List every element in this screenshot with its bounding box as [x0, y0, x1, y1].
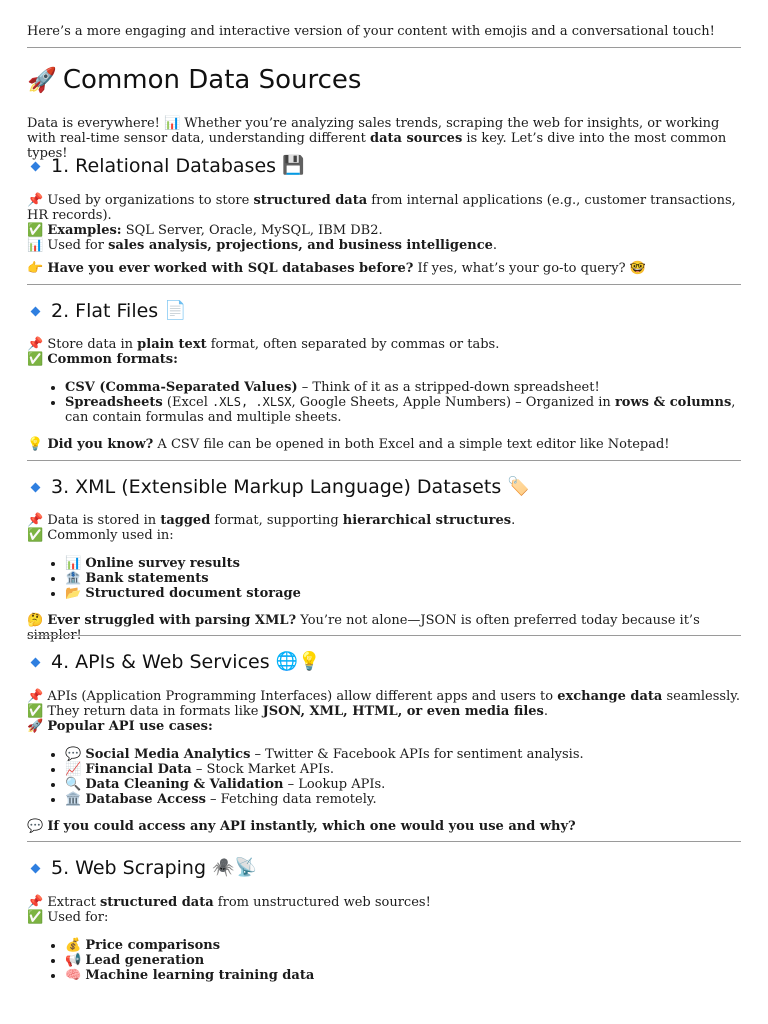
section-apis-web-services — [27, 650, 741, 834]
list-item: • 💬 Social Media Analytics – Twitter & Facebook APIs for sentiment analysis. — [65, 747, 741, 762]
list-item: • 📢 Lead generation — [65, 953, 741, 968]
section-relational-databases — [27, 154, 741, 276]
magnifier-icon: 🔍 — [65, 777, 82, 792]
document-icon: 📄 — [164, 300, 187, 321]
globe-lightbulb-icon: 🌐💡 — [275, 651, 321, 672]
section-heading: 3. XML (Extensible Markup Language) Datasets 🏷️ — [27, 475, 741, 499]
bar-chart-icon: 📊 — [65, 556, 82, 571]
question-paragraph: 👉 Have you ever worked with SQL databases before? If yes, what’s your go-to query? 🤓 — [27, 261, 646, 276]
question-paragraph: 🤔 Ever struggled with parsing XML? You’re not alone—JSON is often preferred today because it’s simpler! — [27, 613, 700, 643]
list-item: • 🏦 Bank statements — [65, 571, 741, 586]
paragraph: 📌 Data is stored in tagged format, supporting hierarchical structures. ✅ Commonly used in: — [27, 513, 516, 543]
floppy-disk-icon: 💾 — [282, 155, 305, 176]
diamond-icon — [31, 161, 41, 171]
paragraph: 📌 Used by organizations to store structured data from internal applications (e.g., customer transactions, HR records). ✅ Examples: SQL Server, Oracle, MySQL, IBM DB2. 📊 Used for sales analysis, projections, and business intelligence. — [27, 193, 736, 253]
list-item: • Spreadsheets (Excel .XLS, .XLSX, Google Sheets, Apple Numbers) – Organized in rows & columns, can contain formulas and multiple sheets. — [65, 395, 741, 425]
section-heading: 5. Web Scraping 🕷️📡 — [27, 856, 741, 880]
chart-increasing-icon: 📈 — [65, 762, 82, 777]
diamond-icon — [31, 863, 41, 873]
list-item: • 🔍 Data Cleaning & Validation – Lookup APIs. — [65, 777, 741, 792]
list-item: • 🏛️ Database Access – Fetching data remotely. — [65, 792, 741, 807]
list-item: • 📊 Online survey results — [65, 556, 741, 571]
brain-icon: 🧠 — [65, 968, 82, 983]
diamond-icon — [31, 306, 41, 316]
diamond-icon — [31, 657, 41, 667]
format-list — [27, 380, 741, 425]
spider-satellite-icon: 🕷️📡 — [212, 857, 257, 878]
page-title — [27, 48, 741, 114]
section-flat-files — [27, 299, 741, 452]
paragraph: 📌 APIs (Application Programming Interfaces) allow different apps and users to exchange data seamlessly. ✅ They return data in formats like JSON, XML, HTML, or even media files. 🚀 Popular API use cases: — [27, 689, 741, 734]
megaphone-icon: 📢 — [65, 953, 82, 968]
section-heading: 2. Flat Files 📄 — [27, 299, 741, 323]
section-web-scraping — [27, 856, 741, 983]
label-tag-icon: 🏷️ — [507, 476, 530, 497]
page-title-text: Common Data Sources — [62, 65, 362, 95]
api-use-case-list — [27, 747, 741, 807]
section-xml-datasets — [27, 475, 741, 643]
rocket-icon: 🚀 — [27, 66, 57, 94]
list-item: • CSV (Comma-Separated Values) – Think of it as a stripped-down spreadsheet! — [65, 380, 741, 395]
diamond-icon — [31, 482, 41, 492]
divider — [27, 460, 741, 461]
paragraph: 📌 Store data in plain text format, often separated by commas or tabs. ✅ Common formats: — [27, 337, 500, 367]
intro-text: Here’s a more engaging and interactive version of your content with emojis and a conversational touch! — [27, 24, 715, 39]
speech-bubble-icon: 💬 — [65, 747, 82, 762]
folder-icon: 📂 — [65, 586, 82, 601]
money-bag-icon: 💰 — [65, 938, 82, 953]
usage-list — [27, 556, 741, 601]
divider — [27, 284, 741, 285]
section-heading: 1. Relational Databases 💾 — [27, 154, 741, 178]
usage-list — [27, 938, 741, 983]
paragraph: 📌 Extract structured data from unstructured web sources! ✅ Used for: — [27, 895, 431, 925]
bank-icon: 🏦 — [65, 571, 82, 586]
list-item: • 💰 Price comparisons — [65, 938, 741, 953]
question-paragraph: 💬 If you could access any API instantly, which one would you use and why? — [27, 819, 576, 834]
lead-paragraph: Data is everywhere! 📊 Whether you’re analyzing sales trends, scraping the web for insights, or working with real-time sensor data, understanding different data sources is key. Let’s dive into the most common types! — [27, 116, 727, 161]
list-item: • 📂 Structured document storage — [65, 586, 741, 601]
list-item: • 📈 Financial Data – Stock Market APIs. — [65, 762, 741, 777]
divider — [27, 841, 741, 842]
section-heading: 4. APIs & Web Services 🌐💡 — [27, 650, 741, 674]
list-item: • 🧠 Machine learning training data — [65, 968, 741, 983]
classical-building-icon: 🏛️ — [65, 792, 82, 807]
tip-paragraph: 💡 Did you know? A CSV file can be opened in both Excel and a simple text editor like Notepad! — [27, 437, 670, 452]
divider — [27, 635, 741, 636]
